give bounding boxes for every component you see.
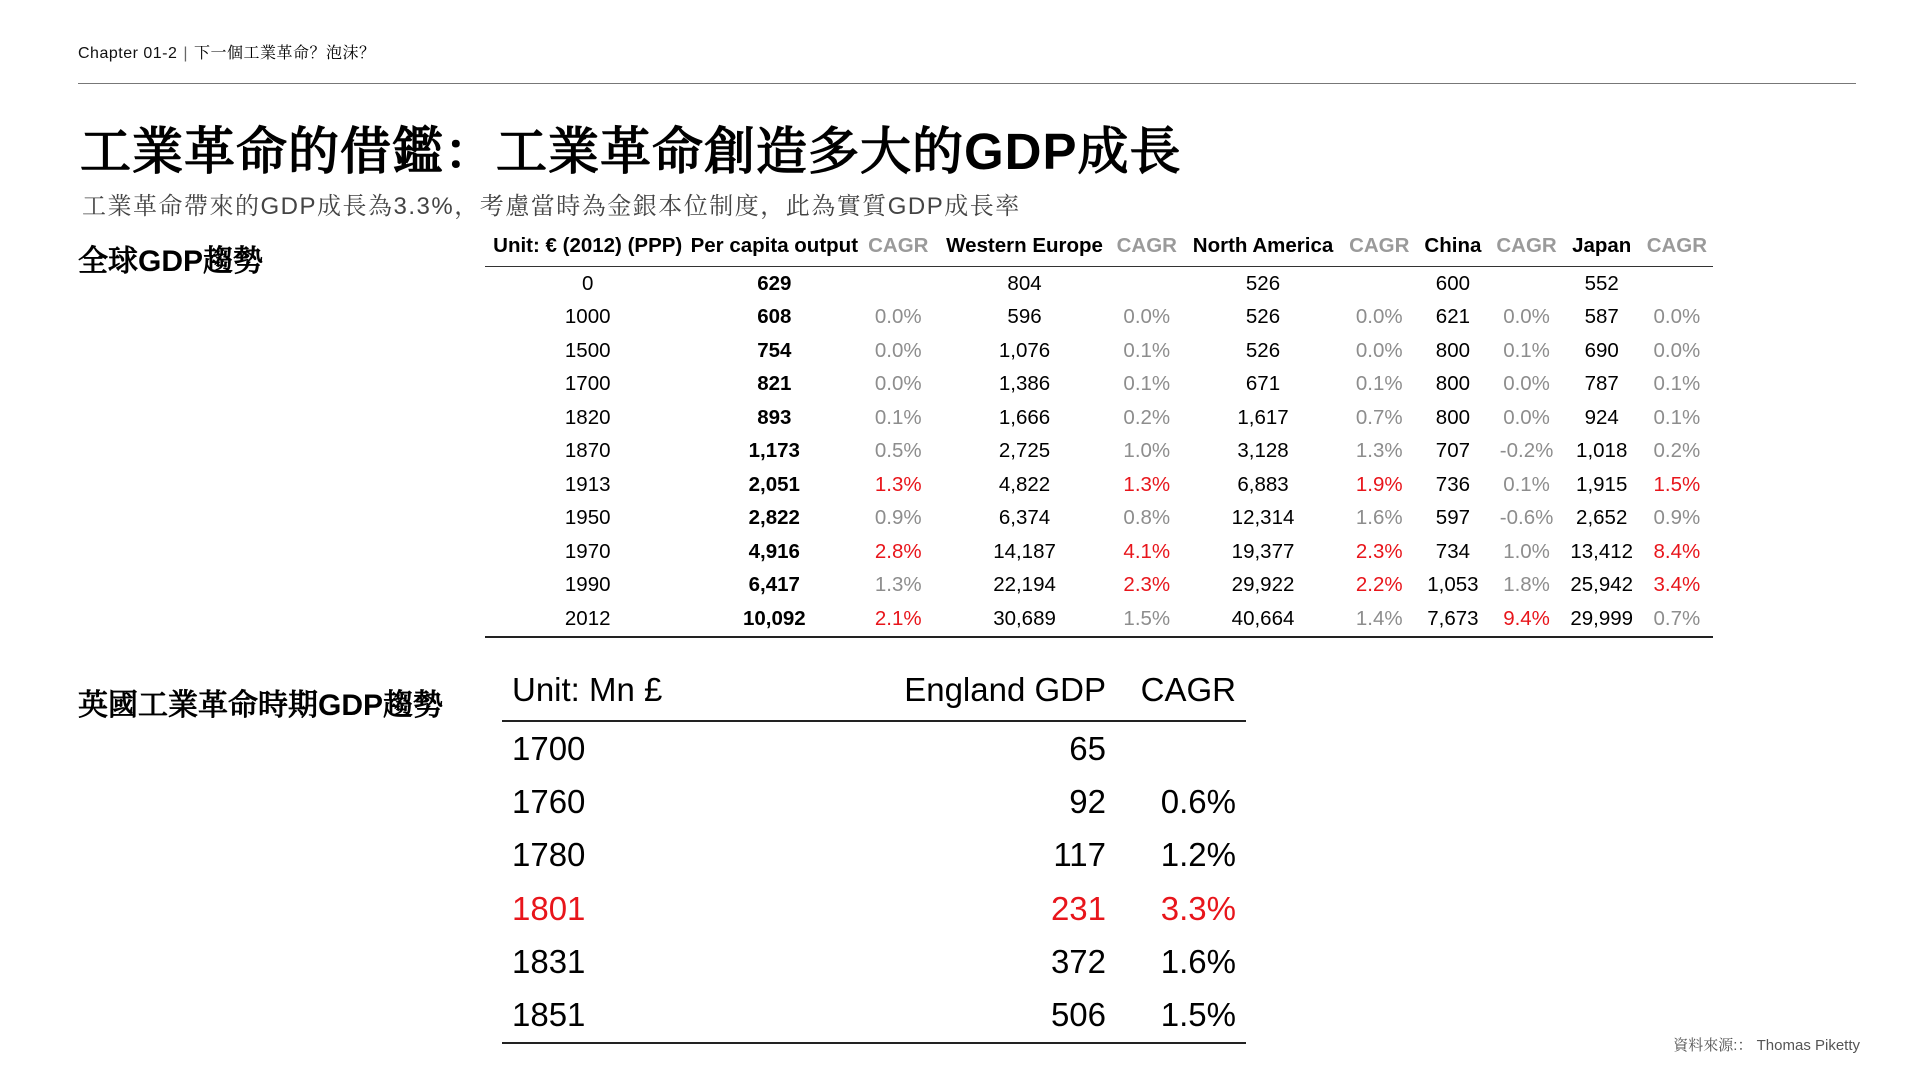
cagr-cell: 1.3% xyxy=(1355,439,1403,463)
cagr-cell: 1.0% xyxy=(1503,539,1550,563)
table-row xyxy=(502,775,1246,828)
cagr-cell xyxy=(1111,267,1183,301)
header-england-gdp: England GDP xyxy=(904,671,1106,708)
header-divider xyxy=(78,83,1856,84)
value-cell: 621 xyxy=(1435,305,1471,329)
year-cell: 1851 xyxy=(512,996,586,1034)
table-row xyxy=(485,368,1713,402)
uk-table-header-row xyxy=(502,668,1246,721)
value-cell: 1,386 xyxy=(998,372,1051,396)
table-row xyxy=(485,435,1713,469)
value-cell: 6,374 xyxy=(998,506,1051,530)
header-north-america: North America xyxy=(1192,234,1334,257)
table-row xyxy=(502,988,1246,1042)
value-cell: 6,417 xyxy=(748,573,800,597)
value-cell: 787 xyxy=(1584,372,1619,396)
cagr-cell: 0.0% xyxy=(874,372,922,396)
gdp-cell: 231 xyxy=(1050,889,1106,927)
value-cell: 1,915 xyxy=(1576,472,1628,496)
year-cell: 1500 xyxy=(564,338,611,362)
header-cagr: CAGR xyxy=(1646,234,1708,257)
value-cell: 800 xyxy=(1435,405,1471,429)
cagr-cell: 0.9% xyxy=(874,506,922,530)
value-cell: 800 xyxy=(1435,338,1471,362)
value-cell: 14,187 xyxy=(993,539,1056,563)
value-cell: 734 xyxy=(1435,539,1471,563)
value-cell: 19,377 xyxy=(1231,539,1295,563)
table-row xyxy=(485,301,1713,335)
cagr-cell: 1.5% xyxy=(1653,472,1701,496)
value-cell: 4,822 xyxy=(998,472,1051,496)
value-cell: 552 xyxy=(1584,271,1619,295)
year-cell: 1780 xyxy=(512,836,586,874)
table-row xyxy=(485,401,1713,435)
cagr-cell: 0.0% xyxy=(1355,305,1403,329)
year-cell: 1870 xyxy=(564,439,611,463)
uk-gdp-table xyxy=(502,668,1246,1044)
value-cell: 25,942 xyxy=(1570,573,1634,597)
year-cell: 1801 xyxy=(512,889,586,927)
chapter-separator: | xyxy=(183,45,189,62)
page-subtitle: 工業革命帶來的GDP成長為3.3%，考慮當時為金銀本位制度，此為實質GDP成長率 xyxy=(82,193,1021,220)
cagr-cell xyxy=(858,267,938,301)
table-row xyxy=(485,569,1713,603)
header-china: China xyxy=(1424,234,1482,257)
cagr-cell: 1.6% xyxy=(1160,942,1236,980)
value-cell: 10,092 xyxy=(742,606,806,630)
gdp-cell: 117 xyxy=(1053,836,1106,874)
cagr-cell xyxy=(1641,267,1713,301)
cagr-cell: 1.5% xyxy=(1160,996,1236,1034)
source-note: 資料來源:： Thomas Piketty xyxy=(1673,1037,1860,1054)
year-cell: 2012 xyxy=(564,606,611,630)
cagr-cell: 0.0% xyxy=(874,305,922,329)
cagr-cell: 4.1% xyxy=(1123,539,1171,563)
cagr-cell: 0.0% xyxy=(874,338,922,362)
value-cell: 6,883 xyxy=(1237,472,1289,496)
value-cell: 2,051 xyxy=(748,472,800,496)
value-cell: 7,673 xyxy=(1427,606,1479,630)
cagr-cell: 9.4% xyxy=(1503,606,1550,630)
header-cagr: CAGR xyxy=(1140,671,1236,708)
cagr-cell: -0.2% xyxy=(1499,439,1554,463)
header-per-capita: Per capita output xyxy=(690,234,859,257)
year-cell: 1700 xyxy=(564,372,611,396)
header-cagr: CAGR xyxy=(1116,234,1177,257)
cagr-cell: 0.1% xyxy=(1653,372,1701,396)
cagr-cell: 0.1% xyxy=(1503,472,1550,496)
global-gdp-table xyxy=(485,232,1713,638)
value-cell: 893 xyxy=(757,405,792,429)
cagr-cell: 0.1% xyxy=(1653,405,1701,429)
cagr-cell: 2.2% xyxy=(1355,573,1403,597)
cagr-cell: 1.4% xyxy=(1355,606,1403,630)
table-row xyxy=(485,468,1713,502)
cagr-cell: 0.6% xyxy=(1160,782,1236,820)
cagr-cell: 0.7% xyxy=(1653,606,1701,630)
cagr-cell: 1.2% xyxy=(1160,836,1236,874)
value-cell: 2,822 xyxy=(748,506,800,530)
value-cell: 1,173 xyxy=(748,439,800,463)
table-row xyxy=(485,602,1713,637)
cagr-cell: 2.3% xyxy=(1123,573,1171,597)
value-cell: 1,617 xyxy=(1237,405,1289,429)
value-cell: 596 xyxy=(1007,305,1042,329)
cagr-cell: 0.1% xyxy=(874,405,922,429)
value-cell: 671 xyxy=(1245,372,1281,396)
page-title: 工業革命的借鑑：工業革命創造多大的GDP成長 xyxy=(80,123,1182,180)
value-cell: 804 xyxy=(1007,271,1042,295)
cagr-cell: 1.6% xyxy=(1355,506,1403,530)
cagr-cell: 0.2% xyxy=(1653,439,1701,463)
cagr-cell: 1.3% xyxy=(874,472,922,496)
cagr-cell: 0.2% xyxy=(1123,405,1171,429)
cagr-cell: 0.0% xyxy=(1503,372,1550,396)
global-table-header-row xyxy=(485,232,1713,267)
value-cell: 526 xyxy=(1245,271,1281,295)
cagr-cell: 0.0% xyxy=(1123,305,1171,329)
cagr-cell: 0.8% xyxy=(1123,506,1171,530)
cagr-cell: 1.0% xyxy=(1123,439,1171,463)
header-cagr: CAGR xyxy=(1496,234,1557,257)
value-cell: 690 xyxy=(1584,338,1619,362)
value-cell: 1,053 xyxy=(1427,573,1479,597)
table-row xyxy=(502,882,1246,935)
value-cell: 526 xyxy=(1245,305,1281,329)
chapter-header xyxy=(78,40,376,63)
value-cell: 2,725 xyxy=(998,439,1051,463)
value-cell: 736 xyxy=(1435,472,1471,496)
value-cell: 800 xyxy=(1435,372,1471,396)
header-japan: Japan xyxy=(1572,234,1632,257)
value-cell: 30,689 xyxy=(993,606,1056,630)
value-cell: 597 xyxy=(1435,506,1471,530)
gdp-cell: 65 xyxy=(1069,729,1106,767)
value-cell: 3,128 xyxy=(1237,439,1289,463)
value-cell: 754 xyxy=(757,338,792,362)
chapter-number: Chapter 01-2 xyxy=(78,45,178,62)
cagr-cell: 1.9% xyxy=(1355,472,1403,496)
year-cell: 1831 xyxy=(512,942,586,980)
cagr-cell xyxy=(1126,721,1246,775)
value-cell: 587 xyxy=(1584,305,1619,329)
value-cell: 707 xyxy=(1435,439,1471,463)
value-cell: 13,412 xyxy=(1570,539,1634,563)
cagr-cell: 1.8% xyxy=(1503,573,1550,597)
header-cagr: CAGR xyxy=(1349,234,1410,257)
value-cell: 29,922 xyxy=(1231,573,1295,597)
cagr-cell: 2.1% xyxy=(874,606,922,630)
value-cell: 600 xyxy=(1435,271,1471,295)
value-cell: 924 xyxy=(1584,405,1619,429)
cagr-cell: 0.0% xyxy=(1355,338,1403,362)
cagr-cell: -0.6% xyxy=(1499,506,1554,530)
cagr-cell: 0.0% xyxy=(1653,305,1701,329)
cagr-cell: 3.4% xyxy=(1653,573,1701,597)
header-western-europe: Western Europe xyxy=(946,234,1103,257)
header-unit: Unit: € (2012) (PPP) xyxy=(493,234,683,257)
table-row xyxy=(485,334,1713,368)
cagr-cell: 3.3% xyxy=(1160,889,1236,927)
value-cell: 40,664 xyxy=(1231,606,1295,630)
value-cell: 29,999 xyxy=(1570,606,1634,630)
value-cell: 2,652 xyxy=(1576,506,1628,530)
year-cell: 1820 xyxy=(564,405,611,429)
cagr-cell: 0.0% xyxy=(1503,305,1550,329)
value-cell: 1,018 xyxy=(1576,439,1628,463)
year-cell: 1700 xyxy=(512,729,586,767)
value-cell: 608 xyxy=(757,305,792,329)
year-cell: 1990 xyxy=(564,573,611,597)
cagr-cell: 1.5% xyxy=(1123,606,1171,630)
cagr-cell: 0.0% xyxy=(1503,405,1550,429)
value-cell: 1,076 xyxy=(998,338,1051,362)
cagr-cell: 0.5% xyxy=(874,439,922,463)
year-cell: 1970 xyxy=(564,539,611,563)
cagr-cell: 0.1% xyxy=(1503,338,1550,362)
cagr-cell: 0.1% xyxy=(1123,372,1171,396)
year-cell: 1000 xyxy=(564,305,611,329)
cagr-cell xyxy=(1490,267,1562,301)
cagr-cell xyxy=(1343,267,1415,301)
value-cell: 1,666 xyxy=(998,405,1051,429)
value-cell: 12,314 xyxy=(1231,506,1295,530)
gdp-cell: 372 xyxy=(1050,942,1106,980)
gdp-cell: 506 xyxy=(1050,996,1106,1034)
cagr-cell: 0.1% xyxy=(1123,338,1171,362)
table-row xyxy=(502,935,1246,988)
table-row xyxy=(485,535,1713,569)
cagr-cell: 2.8% xyxy=(874,539,922,563)
cagr-cell: 8.4% xyxy=(1653,539,1701,563)
cagr-cell: 0.1% xyxy=(1355,372,1403,396)
uk-gdp-label: 英國工業革命時期GDP趨勢 xyxy=(78,689,444,722)
cagr-cell: 0.9% xyxy=(1653,506,1701,530)
value-cell: 629 xyxy=(757,271,792,295)
cagr-cell: 1.3% xyxy=(1123,472,1171,496)
table-row xyxy=(502,721,1246,775)
cagr-cell: 2.3% xyxy=(1355,539,1403,563)
year-cell: 1760 xyxy=(512,782,586,820)
year-cell: 0 xyxy=(582,271,594,295)
year-cell: 1913 xyxy=(564,472,611,496)
value-cell: 22,194 xyxy=(993,573,1056,597)
gdp-cell: 92 xyxy=(1069,782,1106,820)
chapter-title: 下一個工業革命？泡沫？ xyxy=(194,45,376,62)
table-row xyxy=(502,829,1246,882)
value-cell: 821 xyxy=(757,372,792,396)
global-gdp-label: 全球GDP趨勢 xyxy=(78,245,264,278)
cagr-cell: 0.7% xyxy=(1355,405,1403,429)
cagr-cell: 1.3% xyxy=(874,573,922,597)
year-cell: 1950 xyxy=(564,506,611,530)
header-unit: Unit: Mn £ xyxy=(512,671,663,708)
header-cagr: CAGR xyxy=(868,234,929,257)
value-cell: 4,916 xyxy=(748,539,800,563)
table-row xyxy=(485,502,1713,536)
value-cell: 526 xyxy=(1245,338,1281,362)
cagr-cell: 0.0% xyxy=(1653,338,1701,362)
table-row xyxy=(485,267,1713,301)
